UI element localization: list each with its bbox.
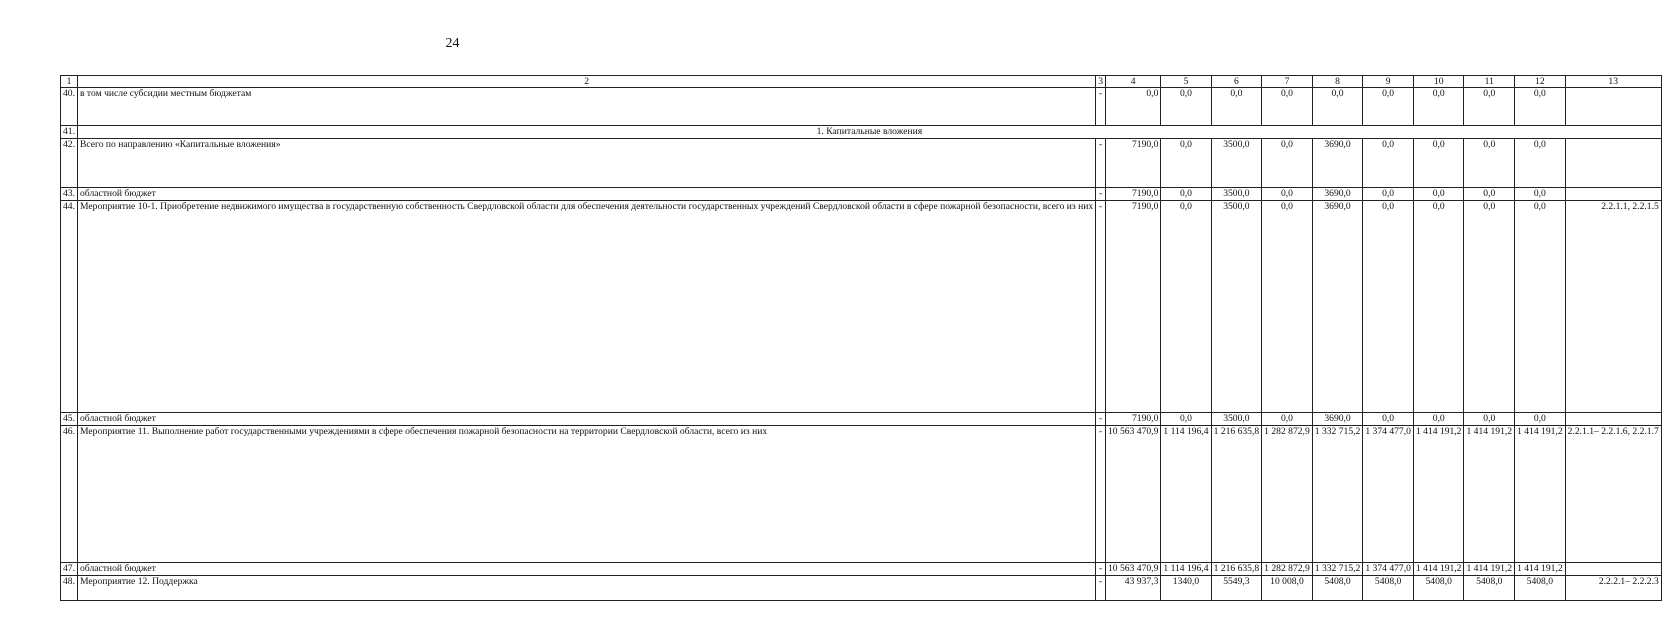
value-cell: 3690,0	[1312, 413, 1363, 426]
table-row	[61, 139, 1662, 188]
value-cell: 10 563 470,9	[1106, 426, 1161, 563]
col-header: 4	[1106, 76, 1161, 88]
table-row	[61, 426, 1662, 563]
row-col3: -	[1096, 426, 1106, 563]
row-number: 43.	[61, 188, 78, 201]
col-header: 3	[1096, 76, 1106, 88]
value-cell: 3500,0	[1211, 188, 1262, 201]
row-name: областной бюджет	[78, 413, 1096, 426]
value-cell: 0,0	[1211, 88, 1262, 126]
value-cell: 0,0	[1106, 88, 1161, 126]
value-cell: 1 282 872,9	[1262, 563, 1313, 576]
value-cell: 0,0	[1262, 139, 1313, 188]
value-cell: 1 414 191,2	[1413, 426, 1464, 563]
value-cell: 5408,0	[1363, 576, 1414, 601]
target-indicator	[1565, 188, 1661, 201]
value-cell: 0,0	[1413, 413, 1464, 426]
value-cell: 1 414 191,2	[1515, 426, 1566, 563]
value-cell: 0,0	[1262, 201, 1313, 413]
value-cell: 10 008,0	[1262, 576, 1313, 601]
target-indicator	[1565, 563, 1661, 576]
value-cell: 0,0	[1464, 413, 1515, 426]
value-cell: 1 414 191,2	[1413, 563, 1464, 576]
value-cell: 0,0	[1413, 88, 1464, 126]
value-cell: 0,0	[1363, 139, 1414, 188]
value-cell: 5408,0	[1464, 576, 1515, 601]
value-cell: 1 414 191,2	[1464, 563, 1515, 576]
value-cell: 0,0	[1515, 88, 1566, 126]
value-cell: 0,0	[1413, 201, 1464, 413]
table-row	[61, 188, 1662, 201]
col-header: 10	[1413, 76, 1464, 88]
value-cell: 1340,0	[1161, 576, 1211, 601]
col-header: 2	[78, 76, 1096, 88]
value-cell: 1 374 477,0	[1363, 563, 1414, 576]
value-cell: 0,0	[1464, 201, 1515, 413]
value-cell: 1 282 872,9	[1262, 426, 1313, 563]
value-cell: 1 332 715,2	[1312, 426, 1363, 563]
value-cell: 0,0	[1515, 201, 1566, 413]
value-cell: 7190,0	[1106, 139, 1161, 188]
value-cell: 3500,0	[1211, 413, 1262, 426]
value-cell: 7190,0	[1106, 413, 1161, 426]
row-number: 44.	[61, 201, 78, 413]
value-cell: 10 563 470,9	[1106, 563, 1161, 576]
value-cell: 43 937,3	[1106, 576, 1161, 601]
col-header: 11	[1464, 76, 1515, 88]
page-number: 24	[445, 36, 460, 51]
col-header: 8	[1312, 76, 1363, 88]
target-indicator	[1565, 139, 1661, 188]
value-cell: 5408,0	[1312, 576, 1363, 601]
row-number: 48.	[61, 576, 78, 601]
value-cell: 1 114 196,4	[1161, 563, 1211, 576]
value-cell: 3500,0	[1211, 201, 1262, 413]
value-cell: 0,0	[1161, 139, 1211, 188]
row-number: 41.	[61, 126, 78, 139]
value-cell: 3500,0	[1211, 139, 1262, 188]
target-indicator	[1565, 413, 1661, 426]
value-cell: 5408,0	[1413, 576, 1464, 601]
col-header: 5	[1161, 76, 1211, 88]
table-row	[61, 413, 1662, 426]
value-cell: 3690,0	[1312, 188, 1363, 201]
col-header: 9	[1363, 76, 1414, 88]
col-header: 13	[1565, 76, 1661, 88]
value-cell: 3690,0	[1312, 139, 1363, 188]
value-cell: 0,0	[1464, 88, 1515, 126]
value-cell: 0,0	[1413, 139, 1464, 188]
row-name: Всего по направлению «Капитальные вложения»	[78, 139, 1096, 188]
value-cell: 7190,0	[1106, 201, 1161, 413]
row-col3: -	[1096, 188, 1106, 201]
row-col3: -	[1096, 563, 1106, 576]
value-cell: 0,0	[1363, 188, 1414, 201]
row-number: 42.	[61, 139, 78, 188]
table-row	[61, 563, 1662, 576]
row-col3: -	[1096, 413, 1106, 426]
value-cell: 0,0	[1262, 88, 1313, 126]
row-number: 45.	[61, 413, 78, 426]
row-name: Мероприятие 10-1. Приобретение недвижимого имущества в государственную собственность Свердловской области для обеспечения деятельности государственных учреждений Свердловской области в сфере пожарной безопасности, всего из них	[78, 201, 1096, 413]
value-cell: 0,0	[1363, 413, 1414, 426]
value-cell: 0,0	[1515, 413, 1566, 426]
row-name: областной бюджет	[78, 188, 1096, 201]
row-col3: -	[1096, 88, 1106, 126]
value-cell: 1 216 635,8	[1211, 426, 1262, 563]
budget-table	[60, 75, 1662, 601]
value-cell: 0,0	[1161, 188, 1211, 201]
section-row	[61, 126, 1662, 139]
value-cell: 0,0	[1464, 139, 1515, 188]
row-number: 40.	[61, 88, 78, 126]
value-cell: 0,0	[1515, 139, 1566, 188]
value-cell: 1 114 196,4	[1161, 426, 1211, 563]
value-cell: 0,0	[1262, 188, 1313, 201]
target-indicator	[1565, 88, 1661, 126]
header-row	[61, 76, 1662, 88]
value-cell: 0,0	[1161, 201, 1211, 413]
col-header: 12	[1515, 76, 1566, 88]
value-cell: 1 414 191,2	[1515, 563, 1566, 576]
value-cell: 0,0	[1515, 188, 1566, 201]
row-number: 47.	[61, 563, 78, 576]
value-cell: 0,0	[1161, 413, 1211, 426]
value-cell: 3690,0	[1312, 201, 1363, 413]
row-col3: -	[1096, 139, 1106, 188]
value-cell: 0,0	[1262, 413, 1313, 426]
col-header: 7	[1262, 76, 1313, 88]
row-name: в том числе субсидии местным бюджетам	[78, 88, 1096, 126]
value-cell: 7190,0	[1106, 188, 1161, 201]
value-cell: 1 332 715,2	[1312, 563, 1363, 576]
value-cell: 1 414 191,2	[1464, 426, 1515, 563]
target-indicator: 2.2.2.1– 2.2.2.3	[1565, 576, 1661, 601]
target-indicator: 2.2.1.1– 2.2.1.6, 2.2.1.7	[1565, 426, 1661, 563]
col-header: 1	[61, 76, 78, 88]
row-col3: -	[1096, 576, 1106, 601]
value-cell: 1 216 635,8	[1211, 563, 1262, 576]
section-title: 1. Капитальные вложения	[78, 126, 1662, 139]
table-row	[61, 576, 1662, 601]
value-cell: 0,0	[1161, 88, 1211, 126]
row-number: 46.	[61, 426, 78, 563]
value-cell: 0,0	[1363, 88, 1414, 126]
value-cell: 5549,3	[1211, 576, 1262, 601]
target-indicator: 2.2.1.1, 2.2.1.5	[1565, 201, 1661, 413]
value-cell: 0,0	[1413, 188, 1464, 201]
table-row	[61, 201, 1662, 413]
row-col3: -	[1096, 201, 1106, 413]
value-cell: 0,0	[1464, 188, 1515, 201]
value-cell: 1 374 477,0	[1363, 426, 1414, 563]
row-name: Мероприятие 11. Выполнение работ государственными учреждениями в сфере обеспечения пожарной безопасности на территории Свердловской области, всего из них	[78, 426, 1096, 563]
col-header: 6	[1211, 76, 1262, 88]
value-cell: 0,0	[1363, 201, 1414, 413]
value-cell: 0,0	[1312, 88, 1363, 126]
table-row	[61, 88, 1662, 126]
row-name: Мероприятие 12. Поддержка	[78, 576, 1096, 601]
value-cell: 5408,0	[1515, 576, 1566, 601]
row-name: областной бюджет	[78, 563, 1096, 576]
